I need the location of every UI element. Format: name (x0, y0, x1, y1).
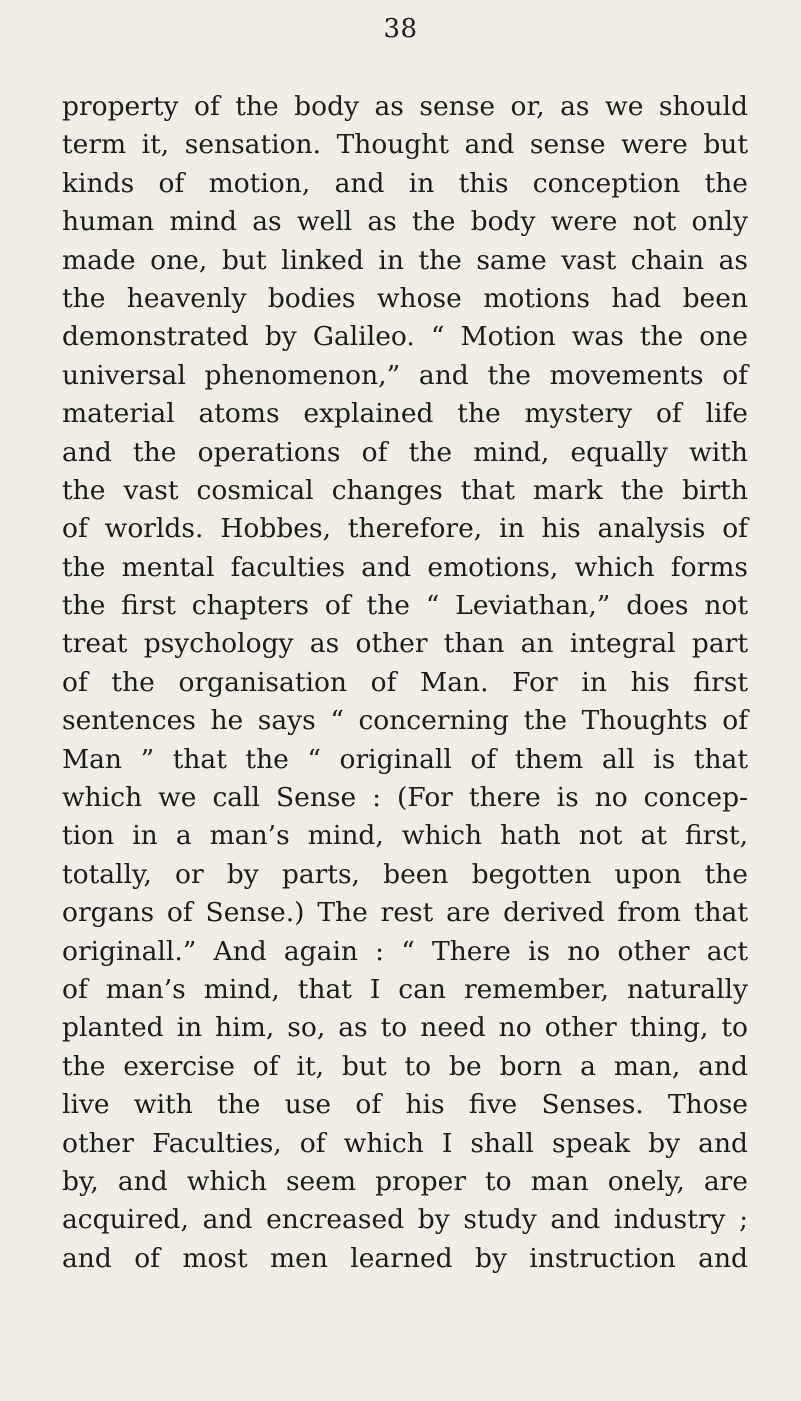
text-line: term it, sensation. Thought and sense were but (62, 129, 748, 161)
text-line: universal phenomenon,” and the movements of (62, 359, 748, 391)
text-line: which we call Sense : (For there is no concep- (62, 782, 748, 814)
text-line: other Faculties, of which I shall speak by and (62, 1127, 748, 1159)
text-line: treat psychology as other than an integral part (62, 628, 748, 660)
text-line: live with the use of his five Senses. Those (62, 1089, 748, 1121)
text-line: sentences he says “ concerning the Thoughts of (62, 705, 748, 737)
text-line: by, and which seem proper to man onely, are (62, 1165, 748, 1197)
text-line: demonstrated by Galileo. “ Motion was the one (62, 321, 748, 353)
text-line: tion in a man’s mind, which hath not at first, (62, 820, 748, 852)
page-number: 38 (383, 14, 418, 44)
text-line: the mental faculties and emotions, which forms (62, 551, 748, 583)
text-line: material atoms explained the mystery of life (62, 398, 748, 430)
text-line: Man ” that the “ originall of them all is that (62, 743, 748, 775)
text-line: totally, or by parts, been begotten upon the (62, 858, 748, 890)
body-text (62, 88, 748, 1278)
text-line: property of the body as sense or, as we should (62, 91, 748, 122)
text-line: acquired, and encreased by study and industry ; (62, 1204, 748, 1236)
text-line: and of most men learned by instruction and (62, 1242, 748, 1274)
text-line: the exercise of it, but to be born a man, and (62, 1050, 748, 1082)
text-line: planted in him, so, as to need no other thing, to (62, 1012, 748, 1044)
text-line: the heavenly bodies whose motions had been (62, 282, 748, 314)
text-line: of man’s mind, that I can remember, naturally (62, 973, 748, 1005)
text-line: made one, but linked in the same vast chain as (62, 244, 748, 276)
text-line: of worlds. Hobbes, therefore, in his analysis of (62, 513, 748, 545)
text-line: human mind as well as the body were not only (62, 206, 748, 238)
text-line: the first chapters of the “ Leviathan,” does not (62, 590, 748, 622)
text-line: the vast cosmical changes that mark the birth (62, 474, 748, 506)
text-line: kinds of motion, and in this conception the (62, 167, 748, 199)
text-line: and the operations of the mind, equally with (62, 436, 748, 468)
text-line: organs of Sense.) The rest are derived from that (62, 897, 748, 929)
text-line: originall.” And again : “ There is no other act (62, 935, 748, 967)
text-line: of the organisation of Man. For in his first (62, 666, 748, 698)
